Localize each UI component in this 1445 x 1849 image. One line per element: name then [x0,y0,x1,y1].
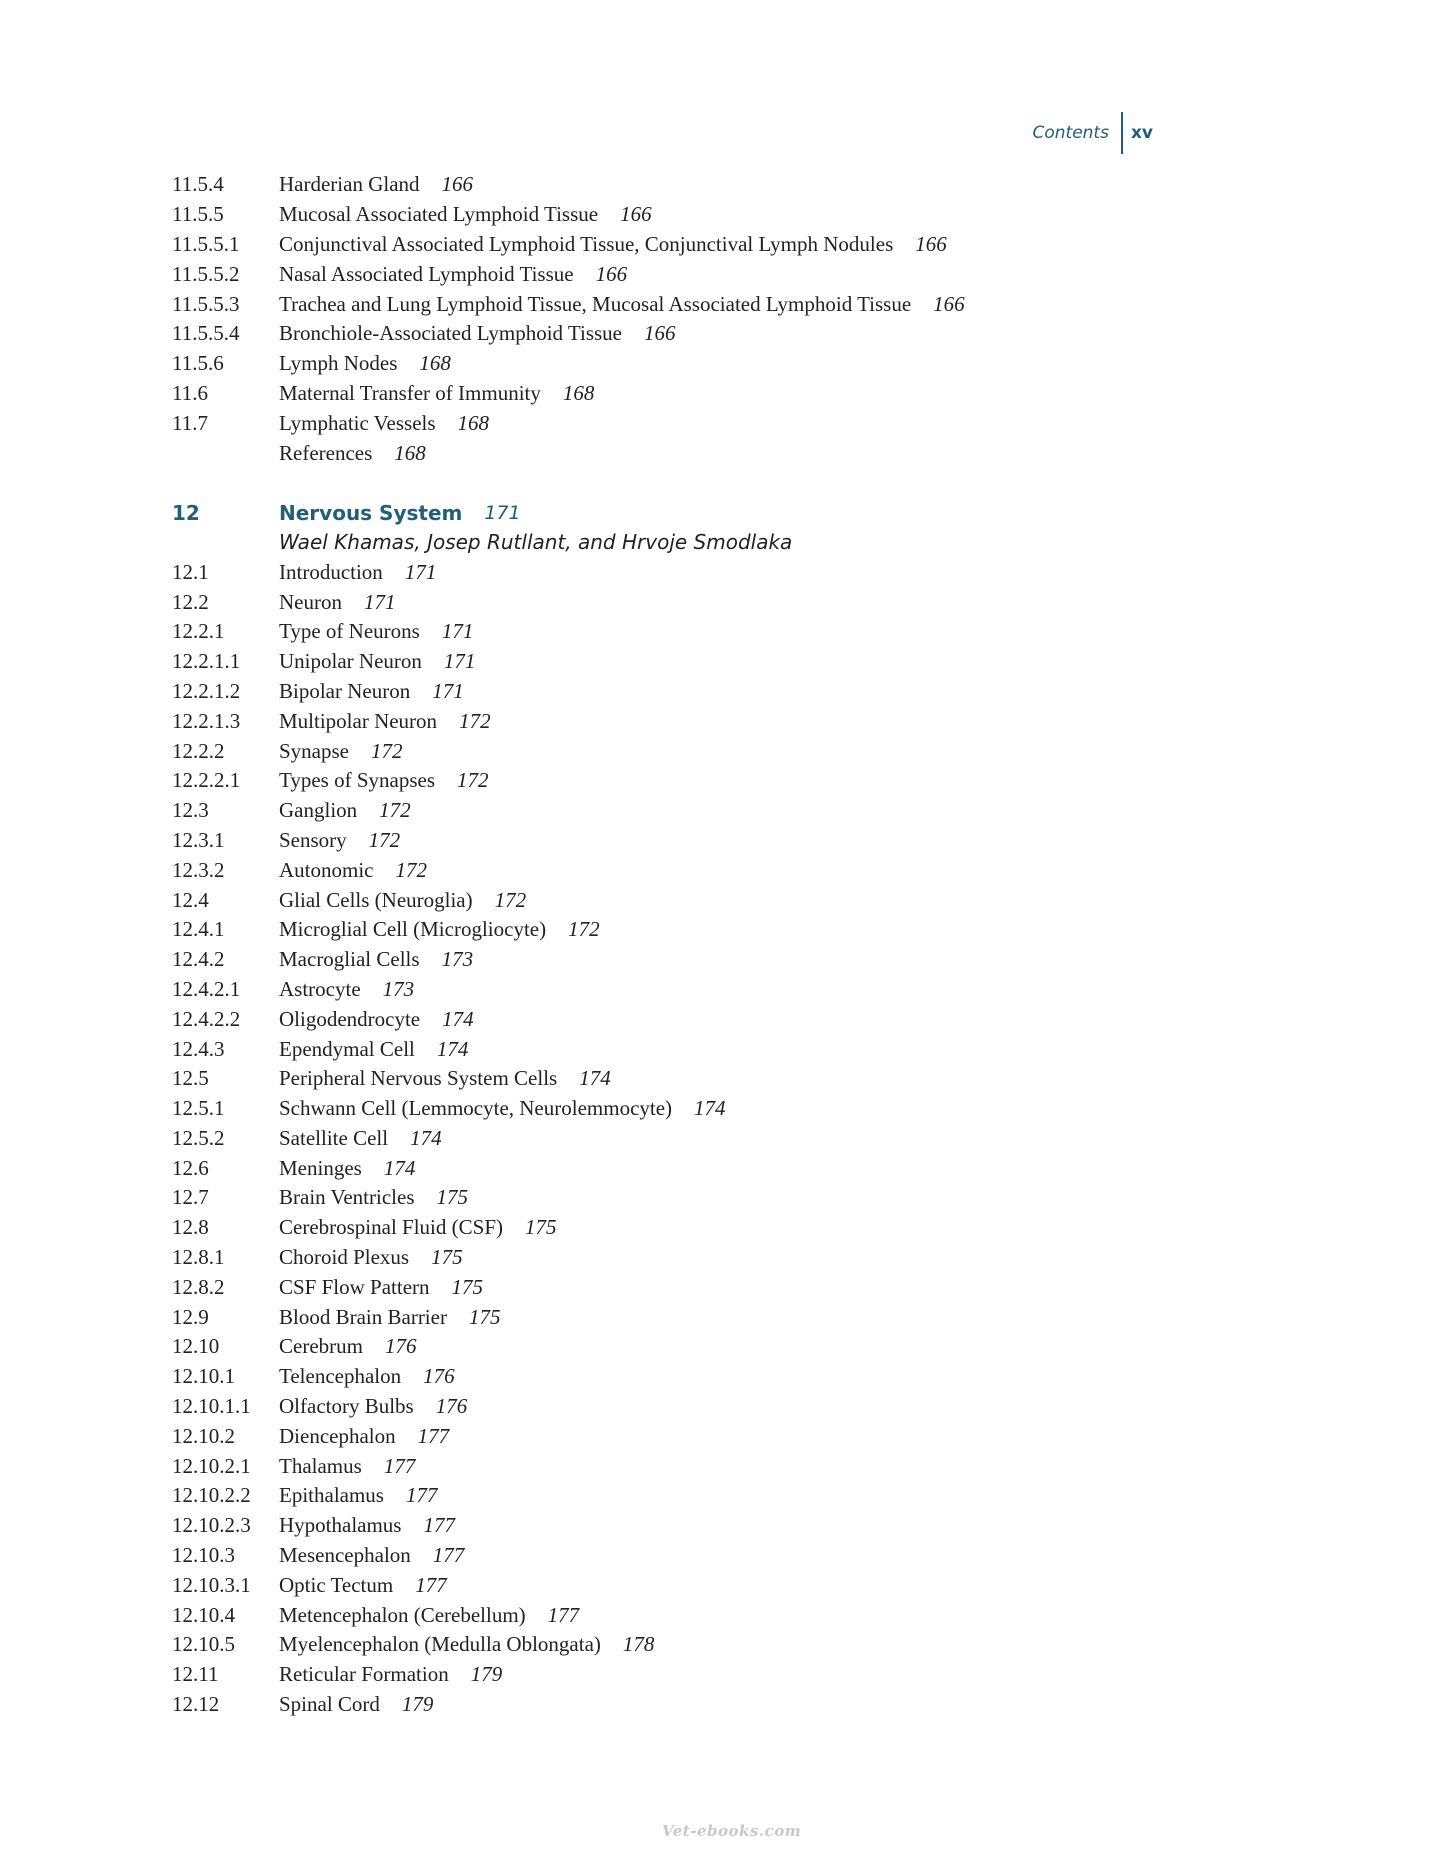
toc-entry-page: 172 [459,708,491,733]
toc-entry-number: 12.5.1 [172,1096,225,1121]
toc-entry[interactable] [172,796,1172,826]
toc-entry[interactable] [172,587,1172,617]
toc-entry-number: 12.10 [172,1334,220,1359]
toc-entry-title: Lymph Nodes [279,351,398,376]
toc-entry-page: 177 [415,1572,447,1597]
toc-entry-page: 171 [363,589,396,614]
toc-entry-page: 168 [457,410,490,435]
toc-entry-title: Schwann Cell (Lemmocyte, Neurolemmocyte) [279,1096,673,1121]
toc-entry-number: 12.8.1 [172,1245,225,1270]
toc-entry-number: 12.10.1 [172,1364,235,1389]
toc-entry-page: 177 [383,1453,416,1478]
toc-entry-number: 12.4.3 [172,1036,225,1061]
toc-entry-page: 166 [644,321,676,346]
toc-entry-title: Metencephalon (Cerebellum) [279,1602,526,1627]
toc-entry-title: Oligodendrocyte [279,1006,421,1031]
toc-entry-page: 174 [442,1006,474,1031]
toc-entry-page: 179 [470,1662,503,1687]
toc-entry-number: 12.10.5 [172,1632,235,1657]
toc-entry-number: 12.2 [172,589,209,614]
toc-entry[interactable] [172,617,1172,647]
toc-entry-page: 176 [423,1364,455,1389]
toc-entry-title: Harderian Gland [279,172,420,197]
toc-entry-page: 177 [432,1543,465,1568]
toc-entry[interactable] [172,1243,1172,1273]
toc-entry-page: 177 [417,1423,450,1448]
toc-entry[interactable] [172,259,1172,289]
toc-entry-title: Satellite Cell [279,1125,389,1150]
toc-entry-number: 12.5 [172,1066,209,1091]
toc-entry[interactable] [172,1004,1172,1034]
toc-entry-number: 12.3 [172,798,209,823]
toc-entry-page: 174 [694,1096,726,1121]
toc-entry-title: Conjunctival Associated Lymphoid Tissue, Conjunctival Lymph Nodules [279,231,894,256]
toc-entry-title: Lymphatic Vessels [279,410,436,435]
toc-entry[interactable] [172,647,1172,677]
toc-entry[interactable] [172,408,1172,438]
toc-entry-page: 168 [394,440,426,465]
toc-entry-page: 172 [457,768,489,793]
toc-entry-number: 12.4.2.1 [172,976,241,1001]
toc-entry-page: 175 [431,1245,463,1270]
toc-entry-title: Epithalamus [279,1483,384,1508]
toc-entry[interactable] [172,1541,1172,1571]
toc-entry-title: Thalamus [279,1453,362,1478]
toc-entry-number: 12.2.1.3 [172,708,241,733]
toc-entry[interactable] [172,885,1172,915]
toc-entry[interactable] [172,1332,1172,1362]
toc-entry-number: 12.9 [172,1304,209,1329]
toc-entry-title: References [279,440,373,465]
toc-entries-chapter-12 [172,557,1172,1719]
toc-entry-page: 176 [384,1334,417,1359]
toc-entry-title: Bronchiole-Associated Lymphoid Tissue [279,321,622,346]
toc-entry[interactable] [172,289,1172,319]
toc-entry-title: Maternal Transfer of Immunity [279,380,541,405]
toc-entry-title: Cerebrospinal Fluid (CSF) [279,1215,503,1240]
toc-entry[interactable] [172,1481,1172,1511]
toc-entry-title: Mesencephalon [279,1543,411,1568]
toc-entry[interactable] [172,200,1172,230]
toc-entry-number: 11.5.5.1 [172,231,240,256]
toc-entry-number: 12.2.1 [172,619,225,644]
chapter-page: 171 [484,501,521,524]
toc-entry-title: Telencephalon [279,1364,402,1389]
toc-entry-title: Hypothalamus [279,1513,402,1538]
toc-entry-title: Unipolar Neuron [279,649,422,674]
toc-entry-title: Optic Tectum [279,1572,394,1597]
toc-entry-number: 12.2.2 [172,738,225,763]
toc-entry-title: Ganglion [279,798,358,823]
toc-entry[interactable] [172,230,1172,260]
toc-entry-page: 172 [371,738,403,763]
toc-entry-number: 12.1 [172,559,209,584]
toc-entry[interactable] [172,1153,1172,1183]
toc-entry-page: 177 [423,1513,455,1538]
toc-entry-title: Meninges [279,1155,362,1180]
toc-entry[interactable] [172,1064,1172,1094]
chapter-authors-row [172,528,1172,558]
toc-entry-number: 12.6 [172,1155,209,1180]
toc-entry-page: 172 [395,857,427,882]
toc-entry-page: 172 [494,887,527,912]
toc-entry-title: Ependymal Cell [279,1036,415,1061]
toc-entry[interactable] [172,1511,1172,1541]
toc-entry-title: Introduction [279,559,383,584]
toc-entry-page: 171 [404,559,437,584]
toc-entry-number: 11.5.5.2 [172,261,240,286]
toc-entry-page: 171 [443,649,476,674]
toc-entry-page: 178 [622,1632,655,1657]
toc-entry-title: Astrocyte [279,976,361,1001]
toc-entry-number: 12.7 [172,1185,209,1210]
toc-entry[interactable] [172,1183,1172,1213]
toc-entry-page: 174 [579,1066,611,1091]
toc-entry-title: Blood Brain Barrier [279,1304,447,1329]
toc-entry-title: Neuron [279,589,342,614]
toc-entry-number: 12.10.2.1 [172,1453,251,1478]
toc-entry[interactable] [172,1213,1172,1243]
toc-entry-title: Brain Ventricles [279,1185,415,1210]
toc-entry-page: 166 [595,261,628,286]
toc-entry[interactable] [172,1451,1172,1481]
toc-entry-number: 12.3.1 [172,827,225,852]
toc-entry-page: 172 [379,798,411,823]
toc-entry[interactable] [172,379,1172,409]
toc-entry-page: 177 [405,1483,438,1508]
toc-entry-page: 166 [933,291,965,316]
toc-entry-title: Bipolar Neuron [279,678,411,703]
toc-entry-number: 12.10.2.2 [172,1483,251,1508]
toc-entry-number: 12.10.2 [172,1423,235,1448]
toc-entry[interactable] [172,1600,1172,1630]
toc-entry-page: 173 [382,976,415,1001]
toc-entry-title: Microglial Cell (Microgliocyte) [279,917,547,942]
toc-entry-page: 168 [562,380,595,405]
chapter-number: 12 [172,500,200,525]
toc-entry-number: 12.4.2 [172,947,225,972]
toc-entry-title: Type of Neurons [279,619,420,644]
toc-entry-title: Cerebrum [279,1334,363,1359]
toc-entry-number: 11.5.5.4 [172,321,240,346]
chapter-heading[interactable] [172,498,1172,528]
toc-entry-number: 12.2.2.1 [172,768,241,793]
watermark: Vet-ebooks.com [662,1822,802,1840]
toc-entry-page: 176 [435,1394,468,1419]
toc-entry-title: Macroglial Cells [279,947,420,972]
toc-entry-number: 12.10.3.1 [172,1572,251,1597]
toc-entry-page: 174 [436,1036,469,1061]
toc-entry-page: 175 [468,1304,501,1329]
toc-entry-page: 166 [441,172,474,197]
toc-entry-title: Types of Synapses [279,768,436,793]
toc-entry[interactable] [172,1570,1172,1600]
toc-entry-number: 11.5.5.3 [172,291,240,316]
toc-entry-page: 175 [525,1215,557,1240]
toc-entry-number: 12.4.2.2 [172,1006,241,1031]
toc-entry[interactable] [172,677,1172,707]
toc-entry-title: Sensory [279,827,347,852]
toc-entry-title: Spinal Cord [279,1692,380,1717]
toc-entry[interactable] [172,855,1172,885]
toc-entry[interactable] [172,1124,1172,1154]
toc-entry[interactable] [172,736,1172,766]
toc-entry-page: 171 [441,619,474,644]
toc-entry-page: 175 [451,1274,484,1299]
toc-entry-number: 12.5.2 [172,1125,225,1150]
toc-entry-number: 12.12 [172,1692,220,1717]
toc-entry-page: 171 [432,678,464,703]
toc-entry[interactable] [172,438,1172,468]
toc-entry-title: Nasal Associated Lymphoid Tissue [279,261,574,286]
toc-entry-page: 168 [419,351,451,376]
toc-entry-number: 12.2.1.2 [172,678,241,703]
page-number: xv [1130,123,1153,143]
toc-entry[interactable] [172,1034,1172,1064]
chapter-title: Nervous System [279,500,463,525]
toc-entry[interactable] [172,945,1172,975]
chapter-authors: Wael Khamas, Josep Rutllant, and Hrvoje Smodlaka [279,530,793,555]
toc-entry[interactable] [172,1690,1172,1720]
toc-entry-page: 177 [547,1602,580,1627]
toc-entry[interactable] [172,349,1172,379]
toc-entry[interactable] [172,766,1172,796]
toc-entry-number: 12.8.2 [172,1274,225,1299]
toc-entry-title: Olfactory Bulbs [279,1394,414,1419]
toc-entry[interactable] [172,1094,1172,1124]
toc-entry-number: 12.4 [172,887,209,912]
toc-entry-number: 12.10.2.3 [172,1513,251,1538]
toc-entry-page: 172 [368,827,401,852]
toc-entry-title: Glial Cells (Neuroglia) [279,887,473,912]
toc-entry[interactable] [172,1630,1172,1660]
toc-entry-page: 174 [383,1155,416,1180]
toc-entry-title: Trachea and Lung Lymphoid Tissue, Mucosal Associated Lymphoid Tissue [279,291,912,316]
toc-entry-page: 173 [441,947,474,972]
toc-entry-number: 11.7 [172,410,208,435]
toc-entry-page: 175 [436,1185,468,1210]
toc-entry-page: 166 [620,202,652,227]
toc-entry[interactable] [172,1362,1172,1392]
toc-entry[interactable] [172,319,1172,349]
table-of-contents [172,170,1172,1719]
toc-entry-title: Multipolar Neuron [279,708,438,733]
toc-entry-number: 11.5.6 [172,351,224,376]
toc-entry-title: Autonomic [279,857,374,882]
toc-entry-page: 174 [410,1125,442,1150]
toc-entry-number: 11.6 [172,380,208,405]
toc-entry-title: CSF Flow Pattern [279,1274,430,1299]
toc-entry[interactable] [172,826,1172,856]
toc-entry-number: 12.4.1 [172,917,225,942]
chapter-spacer [172,468,1172,498]
toc-entry-number: 12.10.4 [172,1602,235,1627]
toc-entry[interactable] [172,1272,1172,1302]
running-head-section: Contents [1032,123,1109,143]
toc-entry-title: Myelencephalon (Medulla Oblongata) [279,1632,601,1657]
toc-entry-number: 12.8 [172,1215,209,1240]
toc-entry-page: 179 [401,1692,434,1717]
toc-entries-chapter-11 [172,170,1172,468]
toc-entry-number: 11.5.4 [172,172,224,197]
toc-entry-title: Choroid Plexus [279,1245,410,1270]
toc-entry[interactable] [172,557,1172,587]
toc-entry[interactable] [172,1392,1172,1422]
toc-entry-page: 172 [568,917,600,942]
toc-entry-title: Peripheral Nervous System Cells [279,1066,558,1091]
toc-entry-title: Diencephalon [279,1423,396,1448]
toc-entry[interactable] [172,975,1172,1005]
toc-entry-title: Reticular Formation [279,1662,449,1687]
toc-entry-number: 12.11 [172,1662,219,1687]
toc-entry-number: 11.5.5 [172,202,224,227]
toc-entry-number: 12.3.2 [172,857,225,882]
toc-entry[interactable] [172,1302,1172,1332]
toc-entry[interactable] [172,170,1172,200]
toc-entry[interactable] [172,706,1172,736]
toc-entry-number: 12.2.1.1 [172,649,241,674]
toc-entry-title: Mucosal Associated Lymphoid Tissue [279,202,599,227]
toc-entry-number: 12.10.1.1 [172,1394,251,1419]
toc-entry[interactable] [172,1421,1172,1451]
toc-entry-page: 166 [915,231,947,256]
toc-entry[interactable] [172,915,1172,945]
toc-entry-title: Synapse [279,738,349,763]
running-head [1032,112,1153,154]
toc-entry[interactable] [172,1660,1172,1690]
toc-entry-number: 12.10.3 [172,1543,235,1568]
